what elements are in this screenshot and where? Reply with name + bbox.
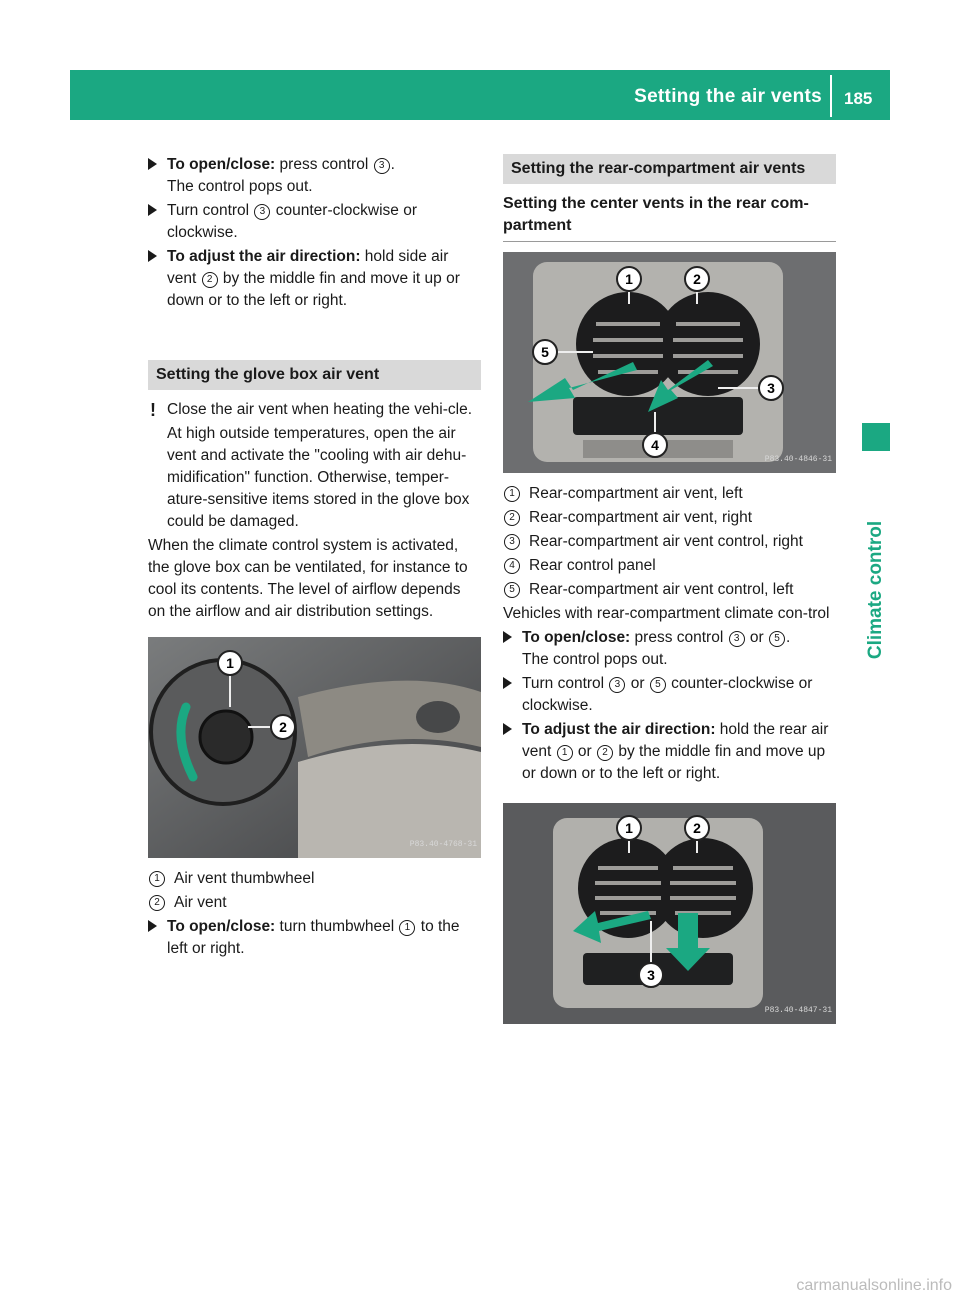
callout-number: 1 [399, 920, 415, 936]
step-label: To open/close: [167, 156, 276, 173]
svg-text:1: 1 [226, 655, 234, 671]
step-arrow-icon [148, 920, 157, 932]
rear-vents-illustration [503, 252, 836, 473]
step-adjust-direction: To adjust the air direction: hold the rear air vent 1 or 2 by the middle fin and move up or down or to the left or right. [503, 719, 836, 785]
callout-number: 5 [769, 631, 785, 647]
chapter-label: Climate control [865, 520, 886, 660]
step-arrow-icon [503, 631, 512, 643]
callout-number: 4 [504, 558, 520, 574]
callout-icon [533, 340, 557, 364]
step-arrow-icon [148, 158, 157, 170]
left-column [148, 154, 481, 962]
svg-text:5: 5 [541, 344, 549, 360]
step-label: To adjust the air direction: [522, 721, 716, 738]
rear-vents-direction-image [503, 803, 836, 1024]
svg-text:2: 2 [279, 719, 287, 735]
svg-text:1: 1 [625, 820, 633, 836]
body-paragraph: Vehicles with rear-compartment climate con-trol [503, 605, 830, 622]
rear-vents-image [503, 252, 836, 473]
image-code: P83.40-4768-31 [409, 840, 477, 849]
step-result: The control pops out. [167, 178, 313, 195]
callout-number: 2 [504, 510, 520, 526]
glove-box-vent-image [148, 637, 481, 858]
callout-number: 5 [650, 677, 666, 693]
callout-number: 1 [557, 745, 573, 761]
callout-number: 3 [254, 204, 270, 220]
step-label: To adjust the air direction: [167, 248, 361, 265]
section-heading-glove-box: Setting the glove box air vent [148, 360, 481, 390]
callout-number: 1 [149, 871, 165, 887]
svg-text:1: 1 [625, 271, 633, 287]
callout-number: 3 [609, 677, 625, 693]
legend-item: 2 Rear-compartment air vent, right [503, 507, 836, 529]
svg-text:2: 2 [693, 271, 701, 287]
callout-number: 5 [504, 582, 520, 598]
image-code: P83.40-4846-31 [764, 455, 832, 464]
legend-item: 1 Rear-compartment air vent, left [503, 483, 836, 505]
image-code: P83.40-4847-31 [764, 1006, 832, 1015]
callout-number: 1 [504, 486, 520, 502]
rear-vents-direction-illustration [503, 803, 836, 1024]
body-paragraph: When the climate control system is activated, the glove box can be ventilated, for instance to cool its contents. The level of airflow depends on the airflow and air distribution settings. [148, 537, 468, 620]
step-label: To open/close: [522, 629, 631, 646]
step-arrow-icon [148, 250, 157, 262]
page-number: 185 [844, 89, 873, 108]
callout-icon [617, 267, 641, 291]
right-column [503, 154, 836, 1024]
step-turn-control: Turn control 3 or 5 counter-clockwise or clockwise. [503, 673, 836, 717]
callout-number: 3 [374, 158, 390, 174]
callout-icon [643, 433, 667, 457]
callout-number: 3 [729, 631, 745, 647]
callout-icon [639, 963, 663, 987]
callout-number: 3 [504, 534, 520, 550]
section-heading-rear-vents: Setting the rear-compartment air vents [503, 154, 836, 184]
step-open-close: To open/close: press control 3 . The control pops out. [148, 154, 481, 198]
step-arrow-icon [503, 723, 512, 735]
legend-item: 4 Rear control panel [503, 555, 836, 577]
callout-icon [218, 651, 242, 675]
svg-text:2: 2 [693, 820, 701, 836]
chapter-tab [862, 423, 890, 451]
watermark: carmanualsonline.info [796, 1277, 952, 1294]
page-title: Setting the air vents [634, 86, 822, 107]
callout-number: 2 [597, 745, 613, 761]
step-adjust-direction: To adjust the air direction: hold side air vent 2 by the middle fin and move it up or down or to the left or right. [148, 246, 481, 312]
warning-note: ! Close the air vent when heating the vehi-cle. At high outside temperatures, open the air vent and activate the "cooling with air dehu-midification" function. Otherwise, temper-ature-sensitive items stored in the glove box could be damaged. [150, 400, 473, 530]
svg-text:3: 3 [767, 380, 775, 396]
step-label: To open/close: [167, 918, 276, 935]
legend-item: 2 Air vent [148, 892, 481, 914]
callout-icon [685, 816, 709, 840]
step-turn-control: Turn control 3 counter-clockwise or clockwise. [148, 200, 481, 244]
legend-item: 3 Rear-compartment air vent control, right [503, 531, 836, 553]
step-arrow-icon [148, 204, 157, 216]
step-arrow-icon [503, 677, 512, 689]
callout-icon [759, 376, 783, 400]
step-open-close: To open/close: press control 3 or 5 . The control pops out. [503, 627, 836, 671]
warning-icon: ! [150, 400, 156, 420]
callout-icon [271, 715, 295, 739]
callout-icon [685, 267, 709, 291]
callout-number: 2 [149, 895, 165, 911]
glove-box-vent-illustration [148, 637, 481, 858]
step-thumbwheel: To open/close: turn thumbwheel 1 to the left or right. [148, 916, 481, 960]
legend-item: 1 Air vent thumbwheel [148, 868, 481, 890]
svg-text:3: 3 [647, 967, 655, 983]
svg-text:4: 4 [651, 437, 659, 453]
callout-number: 2 [202, 272, 218, 288]
callout-icon [617, 816, 641, 840]
step-result: The control pops out. [522, 651, 668, 668]
legend-item: 5 Rear-compartment air vent control, left [503, 579, 836, 601]
header-separator [830, 75, 832, 117]
subheading-center-vents: Setting the center vents in the rear com-partment [503, 193, 836, 242]
